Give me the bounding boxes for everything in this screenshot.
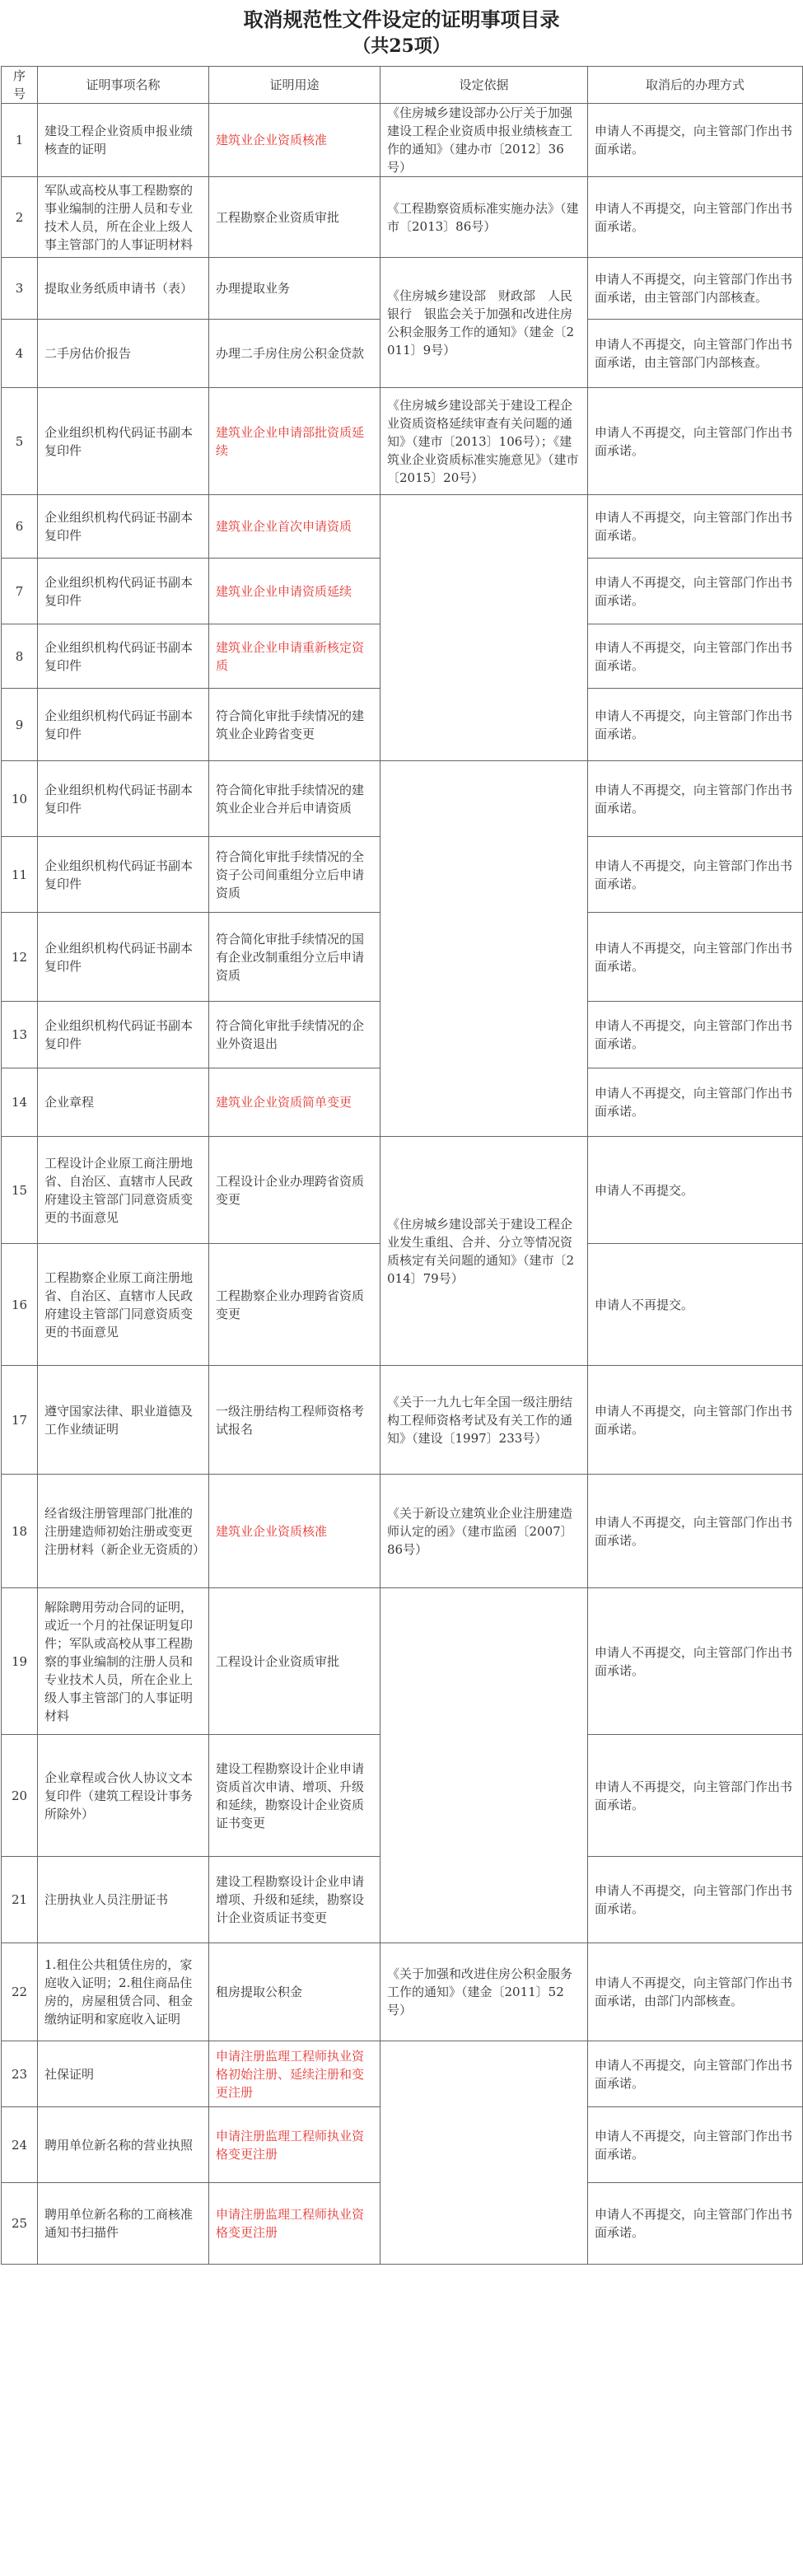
item-use: 建筑业企业申请重新核定资质	[209, 624, 380, 689]
item-method: 申请人不再提交，向主管部门作出书面承诺。	[588, 1588, 803, 1735]
header-method: 取消后的办理方式	[588, 67, 803, 104]
item-use: 建设工程勘察设计企业申请增项、升级和延续，勘察设计企业资质证书变更	[209, 1857, 380, 1943]
item-method: 申请人不再提交，向主管部门作出书面承诺。	[588, 1475, 803, 1588]
table-header-row	[2, 67, 803, 104]
item-method: 申请人不再提交，向主管部门作出书面承诺。	[588, 177, 803, 258]
item-basis: 《关于新设立建筑业企业注册建造师认定的函》（建市监函〔2007〕86号）	[380, 1475, 588, 1588]
item-basis: 《关于加强和改进住房公积金服务工作的通知》（建金〔2011〕52号）	[380, 1943, 588, 2041]
item-method: 申请人不再提交，向主管部门作出书面承诺。	[588, 689, 803, 761]
row-number: 5	[2, 388, 38, 495]
item-name: 军队或高校从事工程勘察的事业编制的注册人员和专业技术人员，所在企业上级人事主管部门的人事证明材料	[38, 177, 209, 258]
item-use: 建筑业企业资质核准	[209, 104, 380, 177]
item-basis: 《住房城乡建设部关于建设工程企业资质资格延续审查有关问题的通知》（建市〔2013〕106号）；《建筑业企业资质标准实施意见》（建市〔2015〕20号）	[380, 388, 588, 495]
item-method: 申请人不再提交，向主管部门作出书面承诺。	[588, 837, 803, 913]
row-number: 19	[2, 1588, 38, 1735]
item-name: 二手房估价报告	[38, 320, 209, 388]
item-use: 工程设计企业办理跨省资质变更	[209, 1137, 380, 1244]
item-name: 聘用单位新名称的工商核准通知书扫描件	[38, 2183, 209, 2265]
row-number: 22	[2, 1943, 38, 2041]
item-name: 企业组织机构代码证书副本复印件	[38, 913, 209, 1002]
item-use: 建筑业企业资质简单变更	[209, 1068, 380, 1137]
item-name: 社保证明	[38, 2041, 209, 2107]
table-row	[2, 258, 803, 320]
table-row	[2, 2041, 803, 2107]
item-method: 申请人不再提交，向主管部门作出书面承诺。	[588, 2183, 803, 2265]
item-use: 符合简化审批手续情况的企业外资退出	[209, 1002, 380, 1068]
row-number: 8	[2, 624, 38, 689]
row-number: 4	[2, 320, 38, 388]
row-number: 7	[2, 559, 38, 624]
item-method: 申请人不再提交，向主管部门作出书面承诺。	[588, 1735, 803, 1857]
item-use: 建筑业企业申请资质延续	[209, 559, 380, 624]
row-number: 24	[2, 2107, 38, 2183]
header-name: 证明事项名称	[38, 67, 209, 104]
item-use: 符合简化审批手续情况的全资子公司间重组分立后申请资质	[209, 837, 380, 913]
row-number: 20	[2, 1735, 38, 1857]
item-method: 申请人不再提交，向主管部门作出书面承诺。	[588, 104, 803, 177]
item-use: 工程勘察企业办理跨省资质变更	[209, 1244, 380, 1366]
item-method: 申请人不再提交，向主管部门作出书面承诺。	[588, 388, 803, 495]
item-method: 申请人不再提交，向主管部门作出书面承诺，由主管部门内部核查。	[588, 320, 803, 388]
row-number: 1	[2, 104, 38, 177]
item-use: 工程勘察企业资质审批	[209, 177, 380, 258]
row-number: 10	[2, 761, 38, 837]
item-method: 申请人不再提交，向主管部门作出书面承诺，由部门内部核查。	[588, 1943, 803, 2041]
table-row	[2, 1475, 803, 1588]
item-method: 申请人不再提交，向主管部门作出书面承诺。	[588, 2041, 803, 2107]
row-number: 9	[2, 689, 38, 761]
item-use: 工程设计企业资质审批	[209, 1588, 380, 1735]
item-basis: 《住房城乡建设部办公厅关于加强建设工程企业资质申报业绩核查工作的通知》（建办市〔2012〕36号）	[380, 104, 588, 177]
item-name: 企业组织机构代码证书副本复印件	[38, 624, 209, 689]
item-use: 符合简化审批手续情况的国有企业改制重组分立后申请资质	[209, 913, 380, 1002]
item-name: 企业组织机构代码证书副本复印件	[38, 761, 209, 837]
item-method: 申请人不再提交。	[588, 1137, 803, 1244]
table-body	[2, 104, 803, 2265]
item-method: 申请人不再提交，向主管部门作出书面承诺。	[588, 1857, 803, 1943]
item-use: 申请注册监理工程师执业资格初始注册、延续注册和变更注册	[209, 2041, 380, 2107]
item-use: 建筑业企业资质核准	[209, 1475, 380, 1588]
item-method: 申请人不再提交，向主管部门作出书面承诺。	[588, 1068, 803, 1137]
item-method: 申请人不再提交，向主管部门作出书面承诺。	[588, 559, 803, 624]
table-row	[2, 495, 803, 559]
item-name: 企业组织机构代码证书副本复印件	[38, 689, 209, 761]
item-basis	[380, 2041, 588, 2265]
item-use: 办理提取业务	[209, 258, 380, 320]
table-row	[2, 1943, 803, 2041]
row-number: 12	[2, 913, 38, 1002]
item-use: 建筑业企业申请部批资质延续	[209, 388, 380, 495]
row-number: 3	[2, 258, 38, 320]
item-basis	[380, 761, 588, 1137]
table-row	[2, 388, 803, 495]
item-name: 1.租住公共租赁住房的，家庭收入证明；2.租住商品住房的，房屋租赁合同、租金缴纳证明和家庭收入证明	[38, 1943, 209, 2041]
item-name: 经省级注册管理部门批准的注册建造师初始注册或变更注册材料（新企业无资质的）	[38, 1475, 209, 1588]
item-method: 申请人不再提交，向主管部门作出书面承诺。	[588, 495, 803, 559]
item-basis: 《住房城乡建设部关于建设工程企业发生重组、合并、分立等情况资质核定有关问题的通知》（建市〔2014〕79号）	[380, 1137, 588, 1366]
item-name: 企业章程	[38, 1068, 209, 1137]
item-basis: 《工程勘察资质标准实施办法》（建市〔2013〕86号）	[380, 177, 588, 258]
item-name: 企业组织机构代码证书副本复印件	[38, 837, 209, 913]
row-number: 16	[2, 1244, 38, 1366]
item-name: 企业组织机构代码证书副本复印件	[38, 1002, 209, 1068]
item-use: 办理二手房住房公积金贷款	[209, 320, 380, 388]
item-use: 建筑业企业首次申请资质	[209, 495, 380, 559]
item-use: 符合简化审批手续情况的建筑业企业跨省变更	[209, 689, 380, 761]
page-title: 取消规范性文件设定的证明事项目录	[243, 7, 560, 31]
item-use: 一级注册结构工程师资格考试报名	[209, 1366, 380, 1475]
item-use: 租房提取公积金	[209, 1943, 380, 2041]
item-name: 遵守国家法律、职业道德及工作业绩证明	[38, 1366, 209, 1475]
item-use: 建设工程勘察设计企业申请资质首次申请、增项、升级和延续，勘察设计企业资质证书变更	[209, 1735, 380, 1857]
item-basis	[380, 1588, 588, 1943]
item-method: 申请人不再提交，向主管部门作出书面承诺，由主管部门内部核查。	[588, 258, 803, 320]
item-name: 企业章程或合伙人协议文本复印件（建筑工程设计事务所除外）	[38, 1735, 209, 1857]
row-number: 11	[2, 837, 38, 913]
row-number: 21	[2, 1857, 38, 1943]
item-method: 申请人不再提交，向主管部门作出书面承诺。	[588, 2107, 803, 2183]
header-use: 证明用途	[209, 67, 380, 104]
item-use: 符合简化审批手续情况的建筑业企业合并后申请资质	[209, 761, 380, 837]
item-basis	[380, 495, 588, 761]
item-name: 企业组织机构代码证书副本复印件	[38, 388, 209, 495]
item-name: 建设工程企业资质申报业绩核查的证明	[38, 104, 209, 177]
row-number: 14	[2, 1068, 38, 1137]
row-number: 17	[2, 1366, 38, 1475]
row-number: 18	[2, 1475, 38, 1588]
title-block	[0, 0, 803, 66]
row-number: 25	[2, 2183, 38, 2265]
item-name: 注册执业人员注册证书	[38, 1857, 209, 1943]
item-use: 申请注册监理工程师执业资格变更注册	[209, 2107, 380, 2183]
item-name: 工程勘察企业原工商注册地省、自治区、直辖市人民政府建设主管部门同意资质变更的书面意见	[38, 1244, 209, 1366]
table-row	[2, 761, 803, 837]
item-method: 申请人不再提交，向主管部门作出书面承诺。	[588, 913, 803, 1002]
item-basis: 《关于一九九七年全国一级注册结构工程师资格考试及有关工作的通知》（建设〔1997〕233号）	[380, 1366, 588, 1475]
row-number: 6	[2, 495, 38, 559]
item-method: 申请人不再提交，向主管部门作出书面承诺。	[588, 761, 803, 837]
item-name: 工程设计企业原工商注册地省、自治区、直辖市人民政府建设主管部门同意资质变更的书面意见	[38, 1137, 209, 1244]
item-name: 企业组织机构代码证书副本复印件	[38, 559, 209, 624]
item-method: 申请人不再提交。	[588, 1244, 803, 1366]
table-row	[2, 177, 803, 258]
item-name: 提取业务纸质申请书（表）	[38, 258, 209, 320]
table-row	[2, 1588, 803, 1735]
row-number: 15	[2, 1137, 38, 1244]
header-basis: 设定依据	[380, 67, 588, 104]
table-row	[2, 1366, 803, 1475]
item-name: 解除聘用劳动合同的证明，或近一个月的社保证明复印件；军队或高校从事工程勘察的事业编制的注册人员和专业技术人员，所在企业上级人事主管部门的人事证明材料	[38, 1588, 209, 1735]
item-use: 申请注册监理工程师执业资格变更注册	[209, 2183, 380, 2265]
item-method: 申请人不再提交，向主管部门作出书面承诺。	[588, 1002, 803, 1068]
row-number: 23	[2, 2041, 38, 2107]
item-basis: 《住房城乡建设部 财政部 人民银行 银监会关于加强和改进住房公积金服务工作的通知》（建金〔2011〕9号）	[380, 258, 588, 388]
row-number: 2	[2, 177, 38, 258]
certificate-items-table	[1, 66, 803, 2265]
item-method: 申请人不再提交，向主管部门作出书面承诺。	[588, 624, 803, 689]
page-subtitle: （共25项）	[352, 35, 451, 57]
row-number: 13	[2, 1002, 38, 1068]
item-method: 申请人不再提交，向主管部门作出书面承诺。	[588, 1366, 803, 1475]
item-name: 聘用单位新名称的营业执照	[38, 2107, 209, 2183]
table-row	[2, 104, 803, 177]
header-no: 序号	[2, 67, 38, 104]
item-name: 企业组织机构代码证书副本复印件	[38, 495, 209, 559]
table-row	[2, 1137, 803, 1244]
